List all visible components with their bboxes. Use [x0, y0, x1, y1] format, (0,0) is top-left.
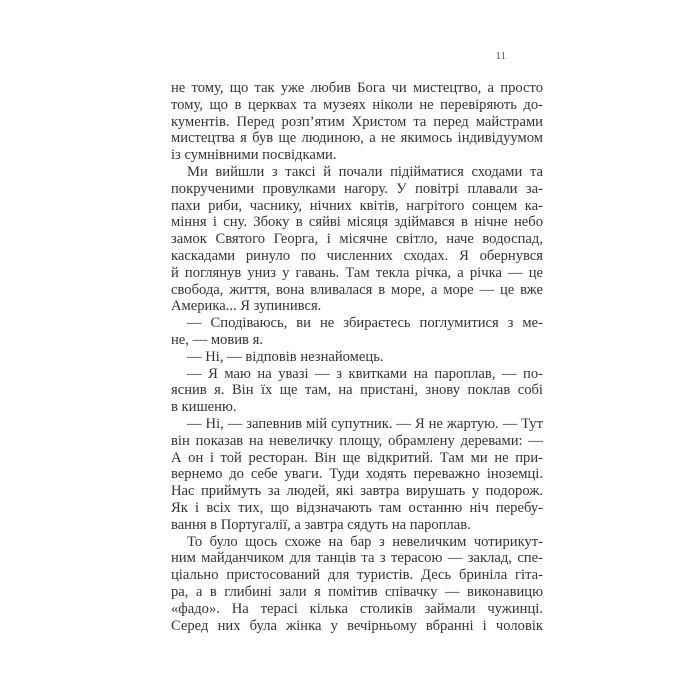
text-line: кументів. Перед розп’ятим Христом та перед майстрами: [171, 113, 543, 130]
page-number: 11: [495, 50, 506, 62]
text-line: вернемо до себе уваги. Туди ходять переважно іноземці.: [171, 466, 543, 483]
text-line: в кишеню.: [171, 399, 237, 416]
text-line: не тому, що так уже любив Бога чи мистецтво, а просто: [171, 80, 543, 96]
text-line: свобода, життя, вона вливалася в море, а море — це вже: [171, 281, 543, 298]
text-line: ним майданчиком для танців та з терасою — заклад, спе-: [171, 550, 543, 567]
text-line: ціально пристосований для туристів. Десь бриніла гіта-: [171, 567, 543, 584]
dialogue-line: — Ні, — відповів незнайомець.: [187, 348, 384, 365]
text-line: й поглянув униз у гавань. Там текла річка, а річка — це: [171, 264, 543, 281]
text-line: яснив я. Він їх ще там, на пристані, знову поклав собі: [171, 382, 543, 399]
paragraph: [171, 315, 543, 349]
text-line: міння і сну. Збоку в сяйві місяця здіймався в нічне небо: [171, 214, 543, 231]
text-line: із сумнівними посвідками.: [171, 147, 337, 164]
text-line: Ми вийшли з таксі й почали підійматися сходами та: [187, 163, 543, 180]
paragraph: [171, 416, 543, 534]
dialogue-line: — Сподіваюсь, ви не збираєтесь поглумитися з ме-: [187, 315, 543, 332]
page-text: [171, 80, 543, 634]
paragraph: [171, 349, 543, 366]
dialogue-line: — Ні, — запевнив мій супутник. — Я не жартую. — Тут: [187, 415, 543, 432]
text-line: Америка... Я зупинився.: [171, 298, 322, 315]
dialogue-line: — Я маю на увазі — з квитками на пароплав, — по-: [187, 365, 543, 382]
paragraph: [171, 534, 543, 635]
paragraph: [171, 164, 543, 315]
text-line: замок Святого Георга, і місячне світло, наче водоспад,: [171, 231, 543, 248]
text-line: вання в Португалії, а завтра сядуть на пароплав.: [171, 516, 471, 533]
text-line: не, — мовив я.: [171, 331, 263, 348]
paragraph: [171, 366, 543, 416]
text-line: А он і той ресторан. Він ще відкритий. Там ми не при-: [171, 449, 543, 466]
paragraph: [171, 80, 543, 164]
text-line: То було щось схоже на бар з невеличким чотирикут-: [187, 533, 543, 550]
text-line: ра, а в глибині зали я помітив співачку — виконавицю: [171, 583, 543, 600]
text-line: Як і всіх тих, що відзначають там останню ніч перебу-: [171, 499, 543, 516]
text-line: тому, що в церквах та музеях ніколи не перевіряють до-: [171, 96, 543, 113]
text-line: покрученими провулками нагору. У повітрі плавали за-: [171, 180, 543, 197]
text-line: мистецтва я був ще людиною, а не якимось індивідуумом: [171, 130, 543, 147]
text-line: він показав на невеличку площу, обрамлену деревами: —: [171, 432, 543, 449]
text-line: «фадо». На терасі кілька столиків займали чужинці.: [171, 600, 543, 617]
text-line: пахи риби, часнику, нічних квітів, нагрітого сонцем ка-: [171, 197, 543, 214]
text-line: Нас приймуть за людей, які завтра вирушать у подорож.: [171, 483, 543, 500]
text-line: каскадами ринуло по численних сходах. Я обернувся: [171, 247, 543, 264]
text-line: Серед них була жінка у вечірньому вбранні і чоловік: [171, 617, 543, 634]
